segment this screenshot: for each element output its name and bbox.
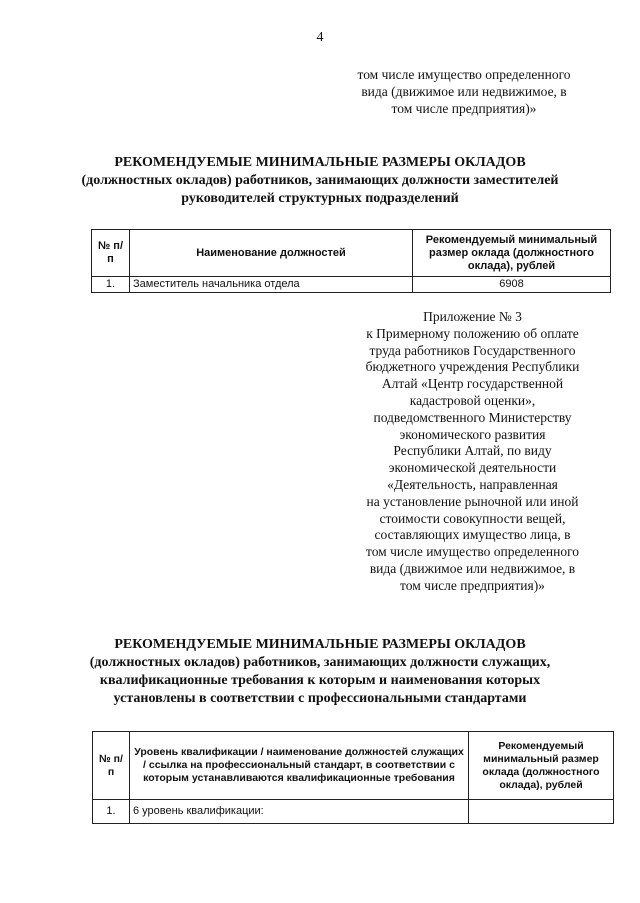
row-qualification: 6 уровень квалификации: (130, 800, 469, 824)
col-header-salary: Рекомендуемый минимальный размер оклада (должностного оклада), рублей (469, 732, 614, 800)
appendix-line: экономической деятельности (388, 460, 557, 476)
appendix-line: бюджетного учреждения Республики (365, 359, 580, 375)
appendix-line: вида (движимое или недвижимое, в (369, 560, 576, 576)
row-number: 1. (92, 277, 130, 293)
salary-table-2 (92, 731, 614, 824)
col-header-salary: Рекомендуемый минимальный размер оклада (должностного оклада), рублей (413, 230, 611, 277)
row-salary: 6908 (413, 277, 611, 293)
appendix-line: к Примерному положению об оплате (366, 325, 579, 341)
col-header-number: № п/п (93, 732, 130, 800)
col-header-qualification: Уровень квалификации / наименование должностей служащих / ссылка на профессиональный стандарт, в соответствии с которым устанавливаются квалификационные требования (130, 732, 469, 800)
heading-line: (должностных окладов) работников, занимающих должности заместителей (81, 173, 559, 188)
table-row (92, 277, 611, 293)
appendix-line: том числе предприятия)» (400, 577, 545, 593)
heading-line: (должностных окладов) работников, занимающих должности служащих, (89, 655, 551, 670)
appendix-block (350, 309, 595, 595)
heading-line: РЕКОМЕНДУЕМЫЕ МИНИМАЛЬНЫЕ РАЗМЕРЫ ОКЛАДОВ (114, 155, 526, 170)
appendix-title: Приложение № 3 (423, 309, 522, 324)
row-position: Заместитель начальника отдела (130, 277, 413, 293)
appendix-line: Республики Алтай, по виду (393, 443, 552, 459)
col-header-number: № п/п (92, 230, 130, 277)
appendix-line: на установление рыночной или иной (366, 493, 579, 509)
appendix-line: подведомственного Министерству (373, 409, 572, 425)
appendix-line: кадастровой оценки», (409, 392, 536, 408)
appendix-line: том числе имущество определенного (365, 544, 580, 560)
continuation-line: вида (движимое или недвижимое, в (361, 84, 567, 99)
appendix-line: стоимости совокупности вещей, (379, 510, 566, 526)
page-number: 4 (316, 30, 324, 45)
appendix-line: Алтай «Центр государственной (381, 376, 564, 392)
col-header-position: Наименование должностей (130, 230, 413, 277)
continuation-text (340, 66, 588, 117)
appendix-line: составляющих имущество лица, в (374, 527, 571, 543)
heading-line: установлены в соответствии с профессиональными стандартами (113, 691, 527, 706)
heading-line: РЕКОМЕНДУЕМЫЕ МИНИМАЛЬНЫЕ РАЗМЕРЫ ОКЛАДОВ (114, 637, 526, 652)
section2-heading (70, 636, 570, 708)
heading-line: руководителей структурных подразделений (181, 191, 459, 206)
continuation-line: том числе имущество определенного (357, 67, 571, 82)
table-row (93, 800, 614, 824)
appendix-line: экономического развития (399, 426, 546, 442)
salary-table-1 (91, 229, 611, 293)
appendix-line: труда работников Государственного (369, 342, 576, 358)
appendix-line: «Деятельность, направленная (387, 476, 558, 492)
section1-heading (80, 154, 560, 208)
row-number: 1. (93, 800, 130, 824)
continuation-line: том числе предприятия)» (391, 101, 537, 116)
row-salary (469, 800, 614, 824)
heading-line: квалификационные требования к которым и наименования которых (99, 673, 541, 688)
